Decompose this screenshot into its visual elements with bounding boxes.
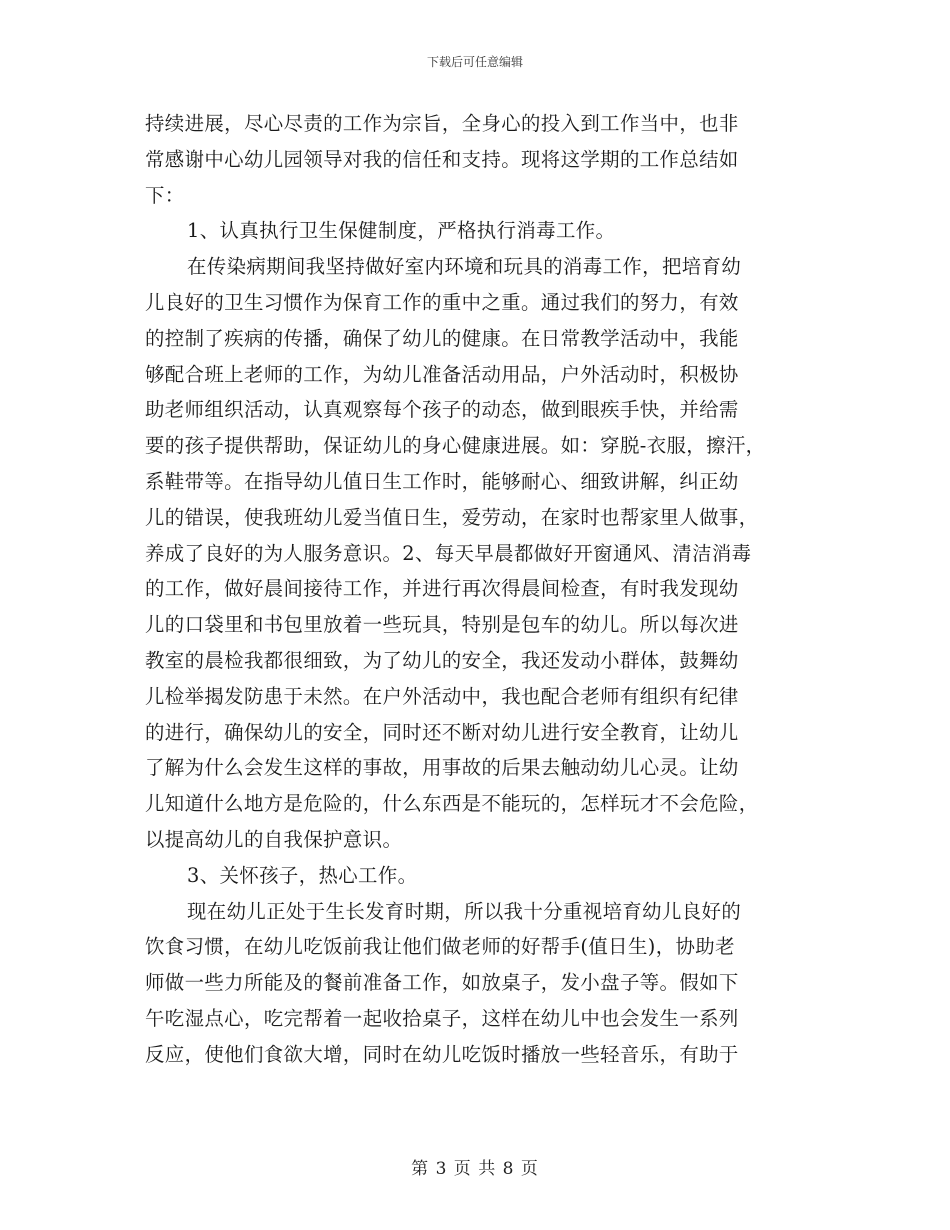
text-line: 够配合班上老师的工作，为幼儿准备活动用品，户外活动时，积极协 — [145, 362, 739, 386]
text-line: 了解为什么会发生这样的事故，用事故的后果去触动幼儿心灵。让幼 — [145, 756, 739, 780]
text-line: 以提高幼儿的自我保护意识。 — [145, 827, 403, 851]
text-line: 反应，使他们食欲大增，同时在幼儿吃饭时播放一些轻音乐，有助于 — [145, 1042, 739, 1066]
text-line: 系鞋带等。在指导幼儿值日生工作时，能够耐心、细致讲解，纠正幼 — [145, 469, 739, 493]
section-heading-3: 3、关怀孩子，热心工作。 — [187, 863, 418, 887]
text-line: 的进行，确保幼儿的安全，同时还不断对幼儿进行安全教育，让幼儿 — [145, 720, 739, 744]
text-line: 教室的晨检我都很细致，为了幼儿的安全，我还发动小群体，鼓舞幼 — [145, 648, 739, 672]
text-line: 的工作，做好晨间接待工作，并进行再次得晨间检查，有时我发现幼 — [145, 577, 739, 601]
text-line: 儿良好的卫生习惯作为保育工作的重中之重。通过我们的努力，有效 — [145, 290, 739, 314]
text-line: 儿的错误，使我班幼儿爱当值日生，爱劳动，在家时也帮家里人做事， — [145, 505, 759, 529]
text-line: 要的孩子提供帮助，保证幼儿的身心健康进展。如：穿脱-衣服，擦汗， — [145, 434, 766, 458]
text-line: 在传染病期间我坚持做好室内环境和玩具的消毒工作，把培育幼 — [187, 255, 742, 279]
text-line: 师做一些力所能及的餐前准备工作，如放桌子，发小盘子等。假如下 — [145, 971, 739, 995]
text-line: 养成了良好的为人服务意识。2、每天早晨都做好开窗通风、清洁消毒 — [145, 541, 752, 565]
text-line: 儿检举揭发防患于未然。在户外活动中，我也配合老师有组织有纪律 — [145, 684, 739, 708]
text-line: 的控制了疾病的传播，确保了幼儿的健康。在日常教学活动中，我能 — [145, 326, 739, 350]
text-line: 儿知道什么地方是危险的，什么东西是不能玩的，怎样玩才不会危险， — [145, 792, 759, 816]
text-line: 午吃湿点心，吃完帮着一起收拾桌子，这样在幼儿中也会发生一系列 — [145, 1006, 739, 1030]
text-line: 持续进展，尽心尽责的工作为宗旨，全身心的投入到工作当中，也非 — [145, 112, 739, 135]
body-text — [145, 106, 825, 1073]
text-line: 常感谢中心幼儿园领导对我的信任和支持。现将这学期的工作总结如 — [145, 147, 739, 171]
text-line: 下： — [145, 183, 185, 207]
section-heading-1: 1、认真执行卫生保健制度，严格执行消毒工作。 — [187, 219, 616, 243]
page-footer: 第 3 页 共 8 页 — [411, 1159, 539, 1179]
text-line: 饮食习惯，在幼儿吃饭前我让他们做老师的好帮手(值日生)，协助老 — [145, 935, 735, 959]
text-line: 现在幼儿正处于生长发育时期，所以我十分重视培育幼儿良好的 — [187, 899, 742, 923]
text-line: 助老师组织活动，认真观察每个孩子的动态，做到眼疾手快，并给需 — [145, 398, 739, 422]
page-header: 下载后可任意编辑 — [426, 55, 523, 69]
text-line: 儿的口袋里和书包里放着一些玩具，特别是包车的幼儿。所以每次进 — [145, 613, 739, 637]
